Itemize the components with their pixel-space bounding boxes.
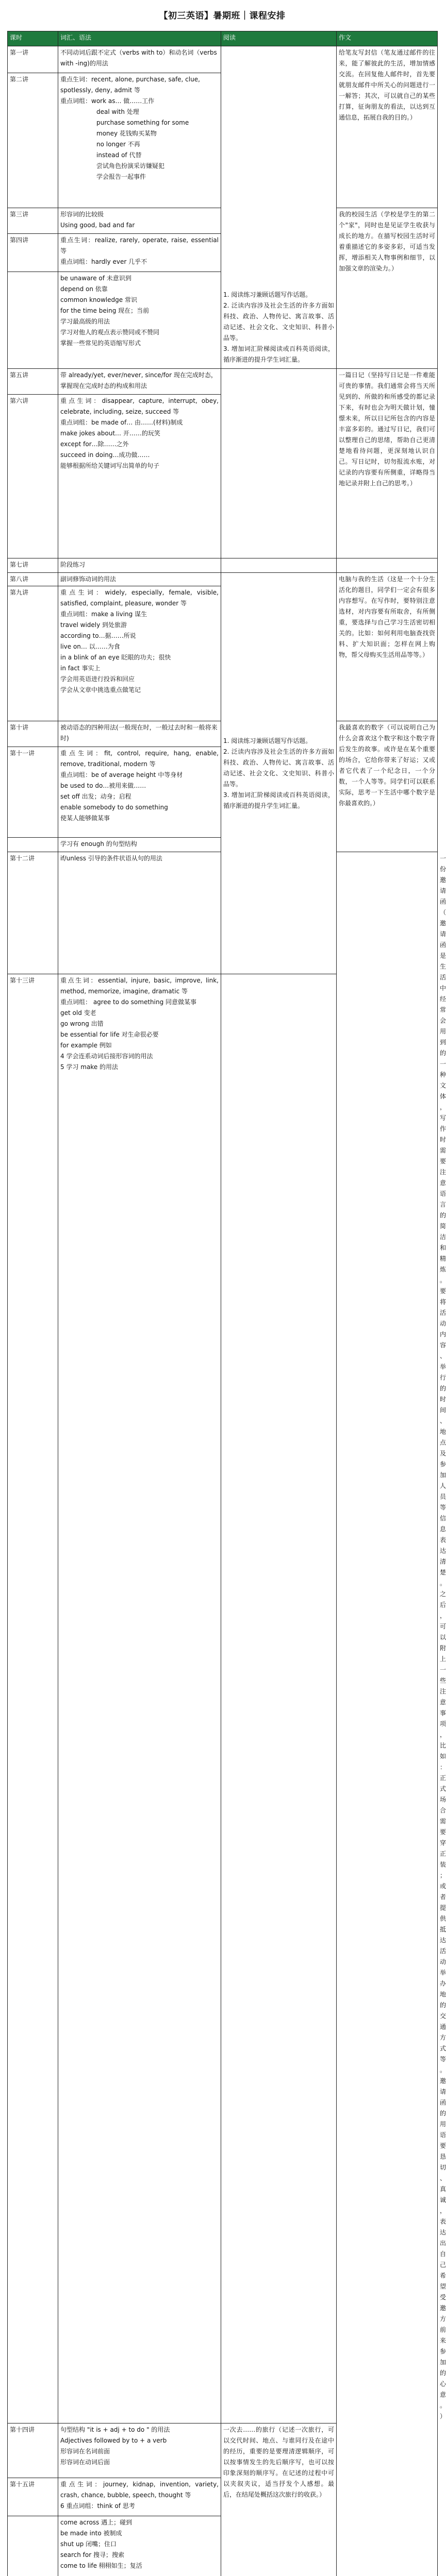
lesson-week: 第十二讲 <box>8 852 58 974</box>
vocab-cell: 重点生词：realize, rarely, operate, raise, essential 等 重点词组：hardly ever 几乎不 <box>58 234 221 272</box>
table-row <box>8 369 438 395</box>
table-row <box>8 46 438 73</box>
lesson-week: 第八讲 <box>8 573 58 586</box>
lesson-week-empty <box>8 2516 58 2576</box>
writing-cell-empty <box>337 558 438 573</box>
table-header-row <box>8 31 438 46</box>
header-lesson: 课时 <box>8 31 58 46</box>
writing-cell: 我的校园生活（学校是学生的第二个"家"，同时也是见证学生收获与成长的地方。在描写校园生活时可着重描述它的多姿多彩，可适当发挥，增添相关人物事例和细节，以加强文章的渲染力。） <box>337 208 438 369</box>
writing-cell: 一篇日记（坚持写日记是一件难能可贵的事情。我们通常会将当天所见到的、所做的和所感受的都记录下来，有时也会为明天做计划，憧憬未来，所以日记所包含的内容是丰富多彩的。通过写日记，我们可以整理自己的思绪，帮助自己更清楚地看待问题，更深刻地认识自己。写日记时，切勿报流水账，对记录的内容要有所侧重，详略得当地记录并附上自己的思考。） <box>337 369 438 558</box>
lesson-week: 第十三讲 <box>8 974 58 2424</box>
lesson-week: 第四讲 <box>8 234 58 272</box>
header-writing: 作文 <box>337 31 438 46</box>
vocab-cell: 形容词的比较级 Using good, bad and far <box>58 208 221 234</box>
header-reading: 阅读 <box>221 31 337 46</box>
lesson-week: 第七讲 <box>8 558 58 573</box>
vocab-cell: 重点生词：recent, alone, purchase, safe, clue, spotlessly, deny, admit 等 重点词组：work as… 做……工作 deal with 处理 purchase something for some money 花钱购买某物 no longer 不再 instead of 代替 尝试角色扮演采访嫌疑犯 学会报告一起事件 <box>58 73 221 208</box>
vocab-cell: be unaware of 未意识到 depend on 依靠 common knowledge 常识 for the time being 现在；当前 学习最高级的用法 学习对他人的观点表示赞同或不赞同 掌握一些常见的英语缩写形式 <box>58 272 221 369</box>
reading-cell: 1. 阅读练习兼顾话题写作话题。 2. 泛读内容涉及社会生活的许多方面如科技、政治、人物传记、寓言故事、活动记述、社会文化、文史知识、科普小品等。 3. 增加词汇阶梯阅读或百科英语阅读，循序渐进的提升学生词汇量。 <box>221 46 337 369</box>
vocab-cell: 重点生词：fit, control, require, hang, enable, remove, traditional, modern 等 重点词组：be of average height 中等身材 be used to do…被用来做…… set off 出发；动身；启程 enable somebody to do something 使某人能够做某事 <box>58 747 221 838</box>
vocab-cell: 学习有 enough 的句型结构 <box>58 838 221 852</box>
table-row: 第十二讲 if/unless 引导的条件状语从句的用法 一份邀请函（邀请函是生活中经常会用到的一种文体，写作时需要注意语言的简洁和精炼。要将活动内容、举行的时间、地点及参加人员等信息表达清楚。之后，可以附上一些注意事项，比如：正式场合需要穿正装；或者提供抵达活动举办地的交通方式等。邀请函的用语要恳切、真诚，表达出自己希望受邀方前来参加的心意。） <box>8 852 438 974</box>
lesson-week: 第十五讲 <box>8 2478 58 2516</box>
table-row <box>8 573 438 586</box>
lesson-week-empty <box>8 272 58 369</box>
schedule-table <box>7 31 438 2576</box>
lesson-week: 第二讲 <box>8 73 58 208</box>
writing-cell: 电脑与我的生活（这是一个十分生活化的题目，同学们一定会有很多内容想写。在写作时，要特别注意选材，对内容要有所取舍，有所侧重，要选择与自己学习生活密切相关的。比如：如何利用电脑查找资料、扩大知识面；怎样在网上购物，帮父母购买生活用品等等。） <box>337 573 438 721</box>
lesson-week: 第十讲 <box>8 721 58 747</box>
lesson-week: 第六讲 <box>8 395 58 558</box>
header-vocab-grammar: 词汇、语法 <box>58 31 221 46</box>
lesson-week: 第一讲 <box>8 46 58 73</box>
lesson-week: 第九讲 <box>8 586 58 721</box>
page-title: 【初三英语】暑期班｜课程安排 <box>0 0 444 21</box>
vocab-cell: 被动语态的四种用法(一般现在时，一般过去时和一般将来时) <box>58 721 221 747</box>
vocab-cell: 句型结构 "it is + adj + to do " 的用法 Adjectives followed by to + a verb 形容词在名词前面 形容词在动词后面 <box>58 2424 221 2478</box>
lesson-week-empty <box>8 838 58 852</box>
vocab-cell: come across 遇上；碰到 be made into 被制成 shut up 闭嘴；住口 search for 搜寻；搜索 come to life 栩栩如生；复活 <box>58 2516 221 2576</box>
vocab-cell: 重点生词：essential, injure, basic, improve, link, method, memorize, imagine, dramatic 等 重点词组： agree to do something 同意做某事 get old 变老 go wrong 出错 be essential for life 对生命很必要 for example 例如 4 学会连系动词后接形容词的用法 5 学习 make 的用法 <box>58 974 221 2424</box>
writing-cell: 给笔友写封信（笔友通过邮件的往来，能了解彼此的生活，增加情感交流。在回复他人邮件时，首先要就朋友邮件中所关心的问题进行一一解答；其次，可以就自己的某些打算，征询朋友的看法，以达到互通信息，拓展自我的目的。） <box>337 46 438 208</box>
vocab-cell: if/unless 引导的条件状语从句的用法 <box>58 852 221 974</box>
reading-cell: 1. 阅读练习兼顾话题写作话题。 2. 泛读内容涉及社会生活的许多方面如科技、政治、人物传记、寓言故事、活动记述、社会文化、文史知识、科普小品等。 3. 增加词汇阶梯阅读或百科英语阅读，循序渐进的提升学生词汇量。 <box>221 573 337 974</box>
reading-cell-empty <box>337 852 438 2576</box>
vocab-cell: 重点生词：disappear, capture, interrupt, obey, celebrate, including, seize, succeed 等 重点词组：be made of… 由……(材料)制成 make jokes about… 开……的玩笑 except for…除……之外 succeed in doing…成功做…… 能够根据所给关键词写出简单的句子 <box>58 395 221 558</box>
vocab-cell: 阶段练习 <box>58 558 221 573</box>
lesson-week: 第三讲 <box>8 208 58 234</box>
reading-cell-empty <box>221 558 337 573</box>
vocab-cell: 带 already/yet, ever/never, since/for 现在完成时态，掌握现在完成时态的构成和用法 <box>58 369 221 395</box>
vocab-cell: 不同动词后跟不定式（verbs with to）和动名词（verbs with -ing)的用法 <box>58 46 221 73</box>
lesson-week: 第五讲 <box>8 369 58 395</box>
vocab-cell: 副词修饰动词的用法 <box>58 573 221 586</box>
vocab-cell: 重点生词：widely, especially, female, visible, satisfied, complaint, pleasure, wonder 等 重点词组：make a living 谋生 travel widely 到处旅游 according to…据……所说 live on… 以……为食 in a blink of an eye 眨眼的功夫；很快 in fact 事实上 学会用英语进行投诉和回应 学会从文章中挑选重点做笔记 <box>58 586 221 721</box>
writing-cell: 我最喜欢的数字（可以说明自己为什么会喜欢这个数字和这个数字背后发生的故事。或许是在某个重要的场合，它给你带来了好运；又或者它代表了一个纪念日，一个分数，一个人等等。同学们可以联系实际，思考一下生活中哪个数字是你最喜欢的。） <box>337 721 438 852</box>
table-row <box>8 558 438 573</box>
lesson-week: 第十一讲 <box>8 747 58 838</box>
vocab-cell: 重点生词：journey, kidnap, invention, variety, crash, chance, bubble, speech, thought 等 6 重点词组：think of 思考 <box>58 2478 221 2516</box>
reading-cell-empty <box>221 369 337 558</box>
lesson-week: 第十四讲 <box>8 2424 58 2478</box>
writing-cell: 一次去……的旅行（记述一次旅行，可以交代时间、地点、与谁同行及在途中的经历，重要的是要理清逻辑顺序，可以按事情发生的先后顺序写，也可以按印象深刻的顺序写。在记述的过程中可以夹叙夹议，适当抒发个人感想。最后，在结尾处概括这次旅行的收获。） <box>221 2424 337 2576</box>
